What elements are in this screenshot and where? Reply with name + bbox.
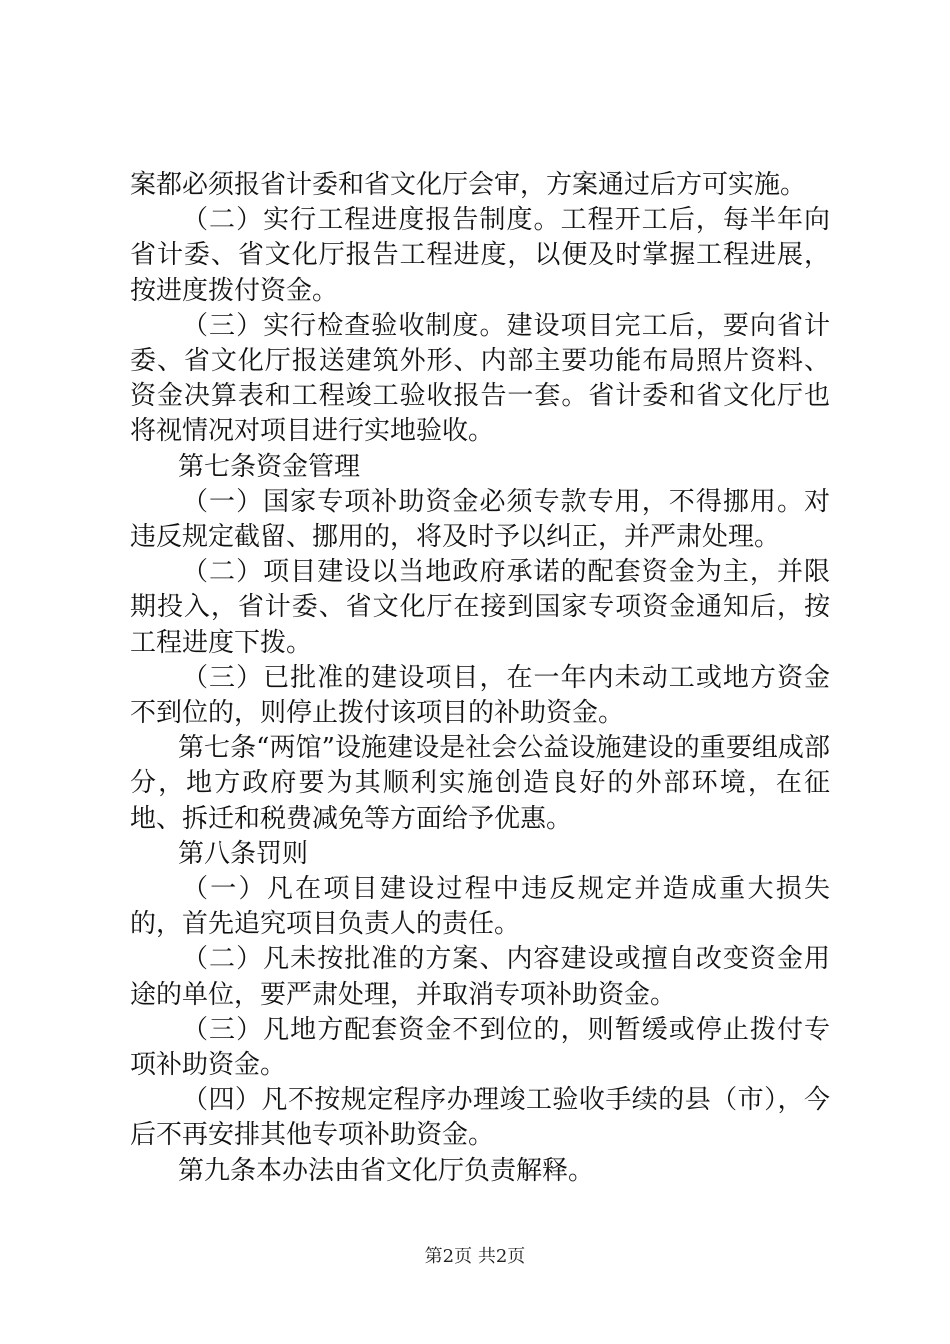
paragraph-inspection: （三）实行检查验收制度。建设项目完工后，要向省计委、省文化厅报送建筑外形、内部主要功能布局照片资料、资金决算表和工程竣工验收报告一套。省计委和省文化厅也将视情况对项目进行实地验收。 <box>130 310 830 447</box>
paragraph-matching-funds: （二）项目建设以当地政府承诺的配套资金为主，并限期投入，省计委、省文化厅在接到国家专项资金通知后，按工程进度下拨。 <box>130 557 830 658</box>
page-footer: 第2页 共2页 <box>424 1246 526 1267</box>
paragraph-continuation: 案都必须报省计委和省文化厅会审，方案通过后方可实施。 <box>130 170 807 200</box>
paragraph-penalty-1: （一）凡在项目建设过程中违反规定并造成重大损失的，首先追究项目负责人的责任。 <box>130 874 830 940</box>
paragraph-interpretation: 第九条本办法由省文化厅负责解释。 <box>178 1155 595 1186</box>
section-heading-fund-management: 第七条资金管理 <box>178 451 361 482</box>
section-heading-penalties: 第八条罚则 <box>178 838 309 869</box>
paragraph-public-facilities: 第七条“两馆”设施建设是社会公益设施建设的重要组成部分，地方政府要为其顺利实施创造良好的外部环境，在征地、拆迁和税费减免等方面给予优惠。 <box>130 733 830 834</box>
paragraph-penalty-4: （四）凡不按规定程序办理竣工验收手续的县（市），今后不再安排其他专项补助资金。 <box>130 1085 830 1151</box>
paragraph-stop-funding: （三）已批准的建设项目，在一年内未动工或地方资金不到位的，则停止拨付该项目的补助资金。 <box>130 662 830 729</box>
paragraph-progress-report: （二）实行工程进度报告制度。工程开工后，每半年向省计委、省文化厅报告工程进度，以便及时掌握工程进展，按进度拨付资金。 <box>130 205 830 306</box>
document-body <box>130 168 830 1189</box>
paragraph-penalty-2: （二）凡未按批准的方案、内容建设或擅自改变资金用途的单位，要严肃处理，并取消专项补助资金。 <box>130 944 830 1010</box>
paragraph-penalty-3: （三）凡地方配套资金不到位的，则暂缓或停止拨付专项补助资金。 <box>130 1014 830 1081</box>
paragraph-special-funds: （一）国家专项补助资金必须专款专用，不得挪用。对违反规定截留、挪用的，将及时予以纠正，并严肃处理。 <box>130 486 830 553</box>
